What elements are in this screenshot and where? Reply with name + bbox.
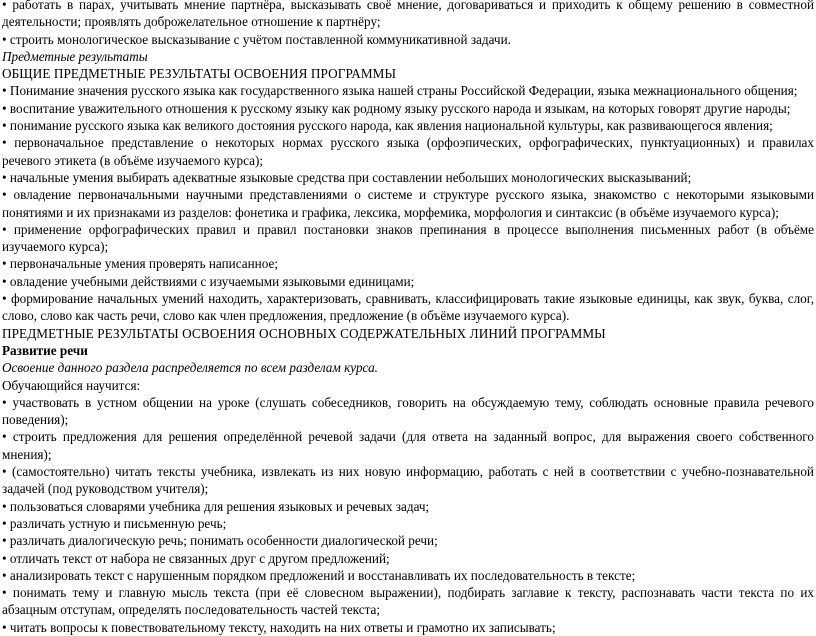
list-item: • отличать текст от набора не связанных друг с другом предложений; <box>2 550 814 567</box>
list-item: • начальные умения выбирать адекватные языковые средства при составлении небольших монологических высказываний; <box>2 169 814 186</box>
list-item: • строить монологическое высказывание с учётом поставленной коммуникативной задачи. <box>2 31 814 48</box>
list-item: • понимание русского языка как великого достояния русского народа, как явления национальной культуры, как развивающегося явления; <box>2 117 814 134</box>
list-item: • первоначальные умения проверять написанное; <box>2 255 814 272</box>
list-item: • различать устную и письменную речь; <box>2 515 814 532</box>
section-heading: ОБЩИЕ ПРЕДМЕТНЫЕ РЕЗУЛЬТАТЫ ОСВОЕНИЯ ПРОГРАММЫ <box>2 66 397 82</box>
list-item: • строить предложения для решения определённой речевой задачи (для ответа на заданный вопрос, для выражения своего собственного мнения); <box>2 428 814 463</box>
list-item: • (самостоятельно) читать тексты учебника, извлекать из них новую информацию, работать с ней в соответствии с учебно-познавательной задачей (под руководством учителя); <box>2 463 814 498</box>
list-item: • пользоваться словарями учебника для решения языковых и речевых задач; <box>2 498 814 515</box>
list-item: • работать в парах, учитывать мнение партнёра, высказывать своё мнение, договариваться и приходить к общему решению в совместной деятельности; проявлять доброжелательное отношение к партнёру; <box>2 0 814 31</box>
list-item: • овладение учебными действиями с изучаемыми языковыми единицами; <box>2 273 814 290</box>
section-subtitle: Предметные результаты <box>2 48 148 64</box>
list-item: • применение орфографических правил и правил постановки знаков препинания в процессе выполнения письменных работ (в объёме изучаемого курса); <box>2 221 814 256</box>
list-item: • понимать тему и главную мысль текста (при её словесном выражении), подбирать заглавие к тексту, распознавать части текста по их абзацным отступам, определять последовательность частей текста; <box>2 584 814 619</box>
list-item: • воспитание уважительного отношения к русскому языку как родному языку русского народа и языкам, на которых говорят другие народы; <box>2 100 814 117</box>
intro-line: Обучающийся научится: <box>2 377 141 393</box>
list-item: • различать диалогическую речь; понимать особенности диалогической речи; <box>2 532 814 549</box>
list-item: • формирование начальных умений находить, характеризовать, сравнивать, классифицировать такие языковые единицы, как звук, буква, слог, слово, слово как часть речи, слово как член предложения, предложение (в объёме изучаемого курса). <box>2 290 814 325</box>
section-note: Освоение данного раздела распределяется по всем разделам курса. <box>2 360 378 376</box>
subsection-title: Развитие речи <box>2 342 88 358</box>
list-item: • овладение первоначальными научными представлениями о системе и структуре русского языка, знакомство с некоторыми языковыми понятиями и их признаками из разделов: фонетика и графика, лексика, морфемика, морфология и синтаксис (в объёме изучаемого курса); <box>2 186 814 221</box>
section-heading: ПРЕДМЕТНЫЕ РЕЗУЛЬТАТЫ ОСВОЕНИЯ ОСНОВНЫХ СОДЕРЖАТЕЛЬНЫХ ЛИНИЙ ПРОГРАММЫ <box>2 325 606 341</box>
list-item: • первоначальное представление о некоторых нормах русского языка (орфоэпических, орфографических, пунктуационных) и правилах речевого этикета (в объёме изучаемого курса); <box>2 134 814 169</box>
list-item: • Понимание значения русского языка как государственного языка нашей страны Российской Федерации, языка межнационального общения; <box>2 82 814 99</box>
list-item: • читать вопросы к повествовательному тексту, находить на них ответы и грамотно их записывать; <box>2 619 814 636</box>
list-item: • участвовать в устном общении на уроке (слушать собеседников, говорить на обсуждаемую тему, соблюдать основные правила речевого поведения); <box>2 394 814 429</box>
list-item: • анализировать текст с нарушенным порядком предложений и восстанавливать их последовательность в тексте; <box>2 567 814 584</box>
